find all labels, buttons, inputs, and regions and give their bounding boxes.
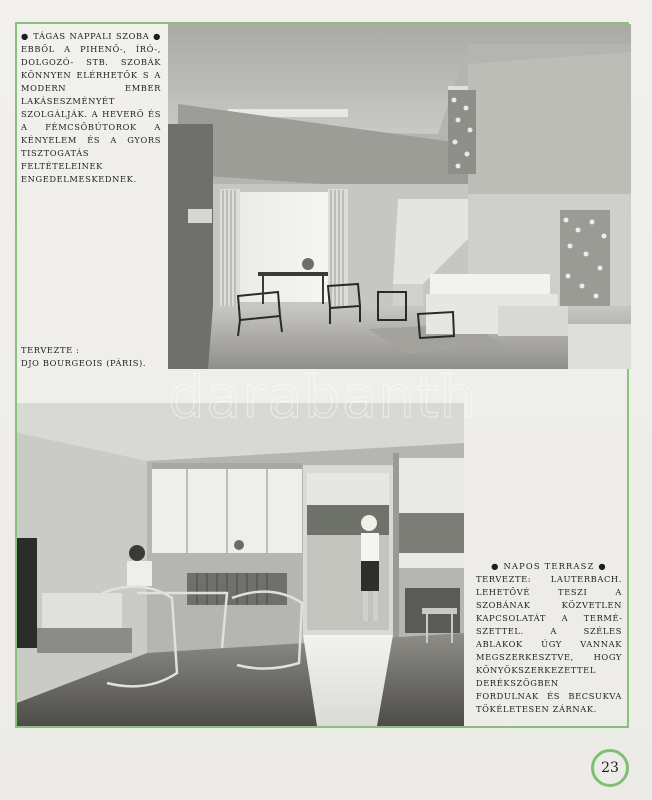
living-room-illustration [168, 24, 631, 369]
terrace-room-illustration [17, 403, 464, 726]
page-number: 23 [601, 760, 619, 776]
terrace-room-photo [17, 403, 464, 726]
top-photo-credit [21, 344, 166, 370]
living-room-photo [168, 24, 631, 369]
bottom-caption-text: TERVEZTE: LAUTERBACH. LEHETŐVÉ TESZI A SZOBÁNAK KÖZVETLEN KAPCSOLATÁT A TERMÉSZETTEL. A SZÉLES ABLAKOK ÚGY VANNAK MEGSZERKESZTVE, HOGY KÖNYÖKSZERKEZETTEL DERÉKSZÖGBEN FORDULNAK ÉS BECSUKVA TÖKÉLETESEN ZÁRNAK. [476, 574, 622, 714]
top-photo-caption: ● TÁGAS NAPPALI SZOBA ● EBBŐL A PIHENŐ-, ÍRÓ-, DOLGOZÓ- STB. SZOBÁK KÖNNYEN ELÉRHETŐK S A MODERN EMBER LAKÁSESZMÉNYÉT SZOLGÁLJÁK. A HEVERŐ ÉS A FÉMCSŐBÚTOROK A KÉNYELEM ÉS A GYORS TISZTOGATÁS FELTÉTELEINEK ENGEDELMESKEDNEK. [21, 31, 161, 184]
bottom-caption-heading: ● NAPOS TERRASZ ● [491, 561, 607, 571]
watermark-text: darabanth [168, 363, 478, 431]
credit-name: DJO BOURGEOIS (PÁRIS). [21, 358, 147, 368]
bottom-photo-caption [476, 560, 622, 716]
credit-label: TERVEZTE : [21, 345, 80, 355]
page-number-badge [591, 749, 629, 787]
